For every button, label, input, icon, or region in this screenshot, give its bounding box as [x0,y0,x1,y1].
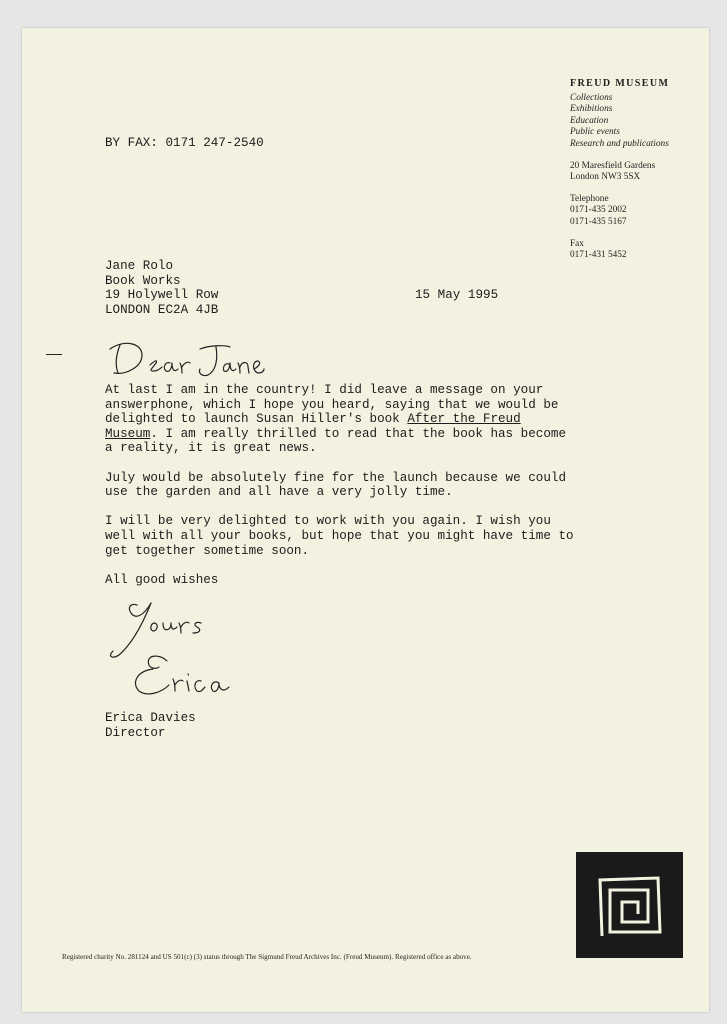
body-p1-text: At last I am in the country! I did leave a message on your answerphone, which I hope you heard, saying that we would be delighted to launch Susan Hiller's book [105,383,559,427]
fax-number: 0171-431 5452 [570,250,627,261]
recipient-org: Book Works [105,273,181,288]
letterhead [570,78,710,262]
signer-block [105,711,196,740]
service-public-events: Public events [570,127,620,138]
address-line: London NW3 5SX [570,172,641,183]
org-name: FREUD MUSEUM [570,78,670,89]
body-paragraph-1 [105,383,575,456]
signer-title: Director [105,725,166,740]
spiral-logo-icon [576,852,683,958]
museum-address [570,161,710,184]
body-paragraph-2: July would be absolutely fine for the launch because we could use the garden and all have a very jolly time. [105,470,567,500]
fax-label: Fax [570,238,584,249]
letter-date: 15 May 1995 [415,288,499,302]
handwritten-signature [97,593,237,708]
fax-block [570,239,710,262]
recipient-address [105,259,218,317]
telephone-number: 0171-435 5167 [570,216,627,227]
body-paragraph-3: I will be very delighted to work with you again. I wish you well with all your books, but hope that you might have time to get together sometime soon. [105,514,574,558]
telephone-number: 0171-435 2002 [570,205,627,216]
margin-mark [46,354,62,355]
telephone-block [570,194,710,229]
recipient-name: Jane Rolo [105,259,174,273]
recipient-street: 19 Holywell Row [105,288,219,303]
service-collections: Collections [570,92,613,103]
recipient-city: LONDON EC2A 4JB [105,302,219,317]
telephone-label: Telephone [570,193,609,204]
service-research: Research and publications [570,138,669,149]
footer-note: Registered charity No. 281124 and US 501(c) (3) status through The Sigmund Freud Archives Inc. (Freud Museum). Registered office as above. [62,953,472,961]
body-p1-text-end: . I am really thrilled to read that the book has become a reality, it is great news. [105,426,567,456]
letter-page [22,28,709,1012]
fax-line: BY FAX: 0171 247-2540 [105,136,264,150]
letter-body [105,383,575,602]
service-exhibitions: Exhibitions [570,104,613,115]
handwritten-salutation [106,333,266,381]
closing-line: All good wishes [105,572,219,587]
book-title: After the Freud Museum [105,412,521,441]
address-line: 20 Maresfield Gardens [570,160,656,171]
freud-museum-logo [576,852,683,958]
signer-name: Erica Davies [105,711,196,725]
service-education: Education [570,115,609,126]
